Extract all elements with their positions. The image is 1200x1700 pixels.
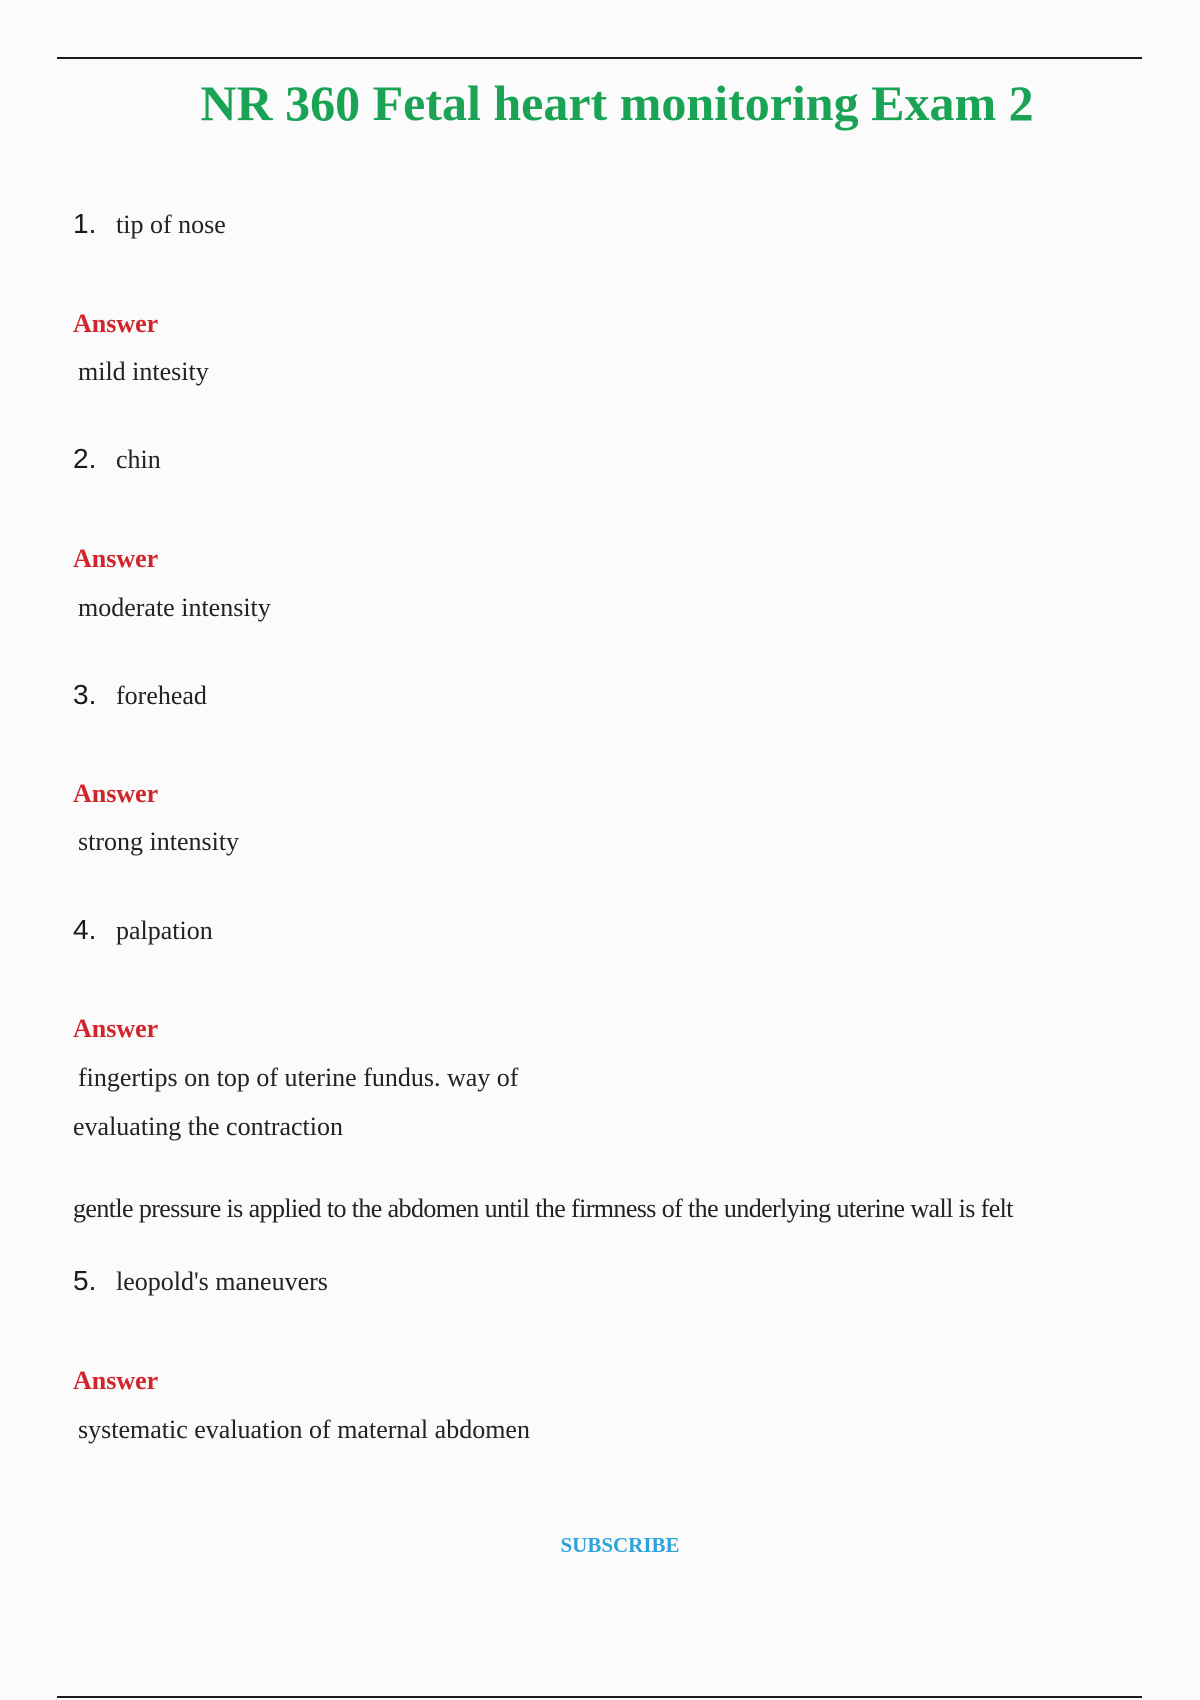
answer-text: evaluating the contraction xyxy=(73,1112,344,1141)
answer-label: Answer xyxy=(73,1014,159,1043)
question-item xyxy=(73,1265,328,1297)
question-item xyxy=(73,443,161,475)
answer-text: moderate intensity xyxy=(78,593,271,622)
answer-label: Answer xyxy=(73,1366,159,1395)
answer-text: mild intesity xyxy=(78,357,209,386)
question-text: palpation xyxy=(116,916,213,945)
question-text: tip of nose xyxy=(116,210,226,239)
page-title: NR 360 Fetal heart monitoring Exam 2 xyxy=(200,75,1034,131)
question-number: 2. xyxy=(73,443,97,474)
answer-text: fingertips on top of uterine fundus. way of xyxy=(78,1063,519,1092)
answer-label: Answer xyxy=(73,309,159,338)
question-text: chin xyxy=(116,445,161,474)
question-number: 1. xyxy=(73,208,97,239)
question-item xyxy=(73,208,226,240)
answer-text: strong intensity xyxy=(78,827,240,856)
answer-label: Answer xyxy=(73,544,159,573)
question-number: 4. xyxy=(73,914,97,945)
answer-text: systematic evaluation of maternal abdomen xyxy=(78,1415,530,1444)
question-number: 5. xyxy=(73,1265,97,1296)
subscribe-link[interactable]: SUBSCRIBE xyxy=(560,1533,680,1557)
question-text: forehead xyxy=(116,681,207,710)
question-item xyxy=(73,914,213,946)
answer-label: Answer xyxy=(73,779,159,808)
question-item xyxy=(73,679,207,711)
question-text: leopold's maneuvers xyxy=(116,1267,328,1296)
question-number: 3. xyxy=(73,679,97,710)
answer-note: gentle pressure is applied to the abdomen until the firmness of the underlying uterine wall is felt xyxy=(73,1194,1013,1223)
top-divider xyxy=(57,57,1142,59)
bottom-divider xyxy=(57,1696,1142,1698)
